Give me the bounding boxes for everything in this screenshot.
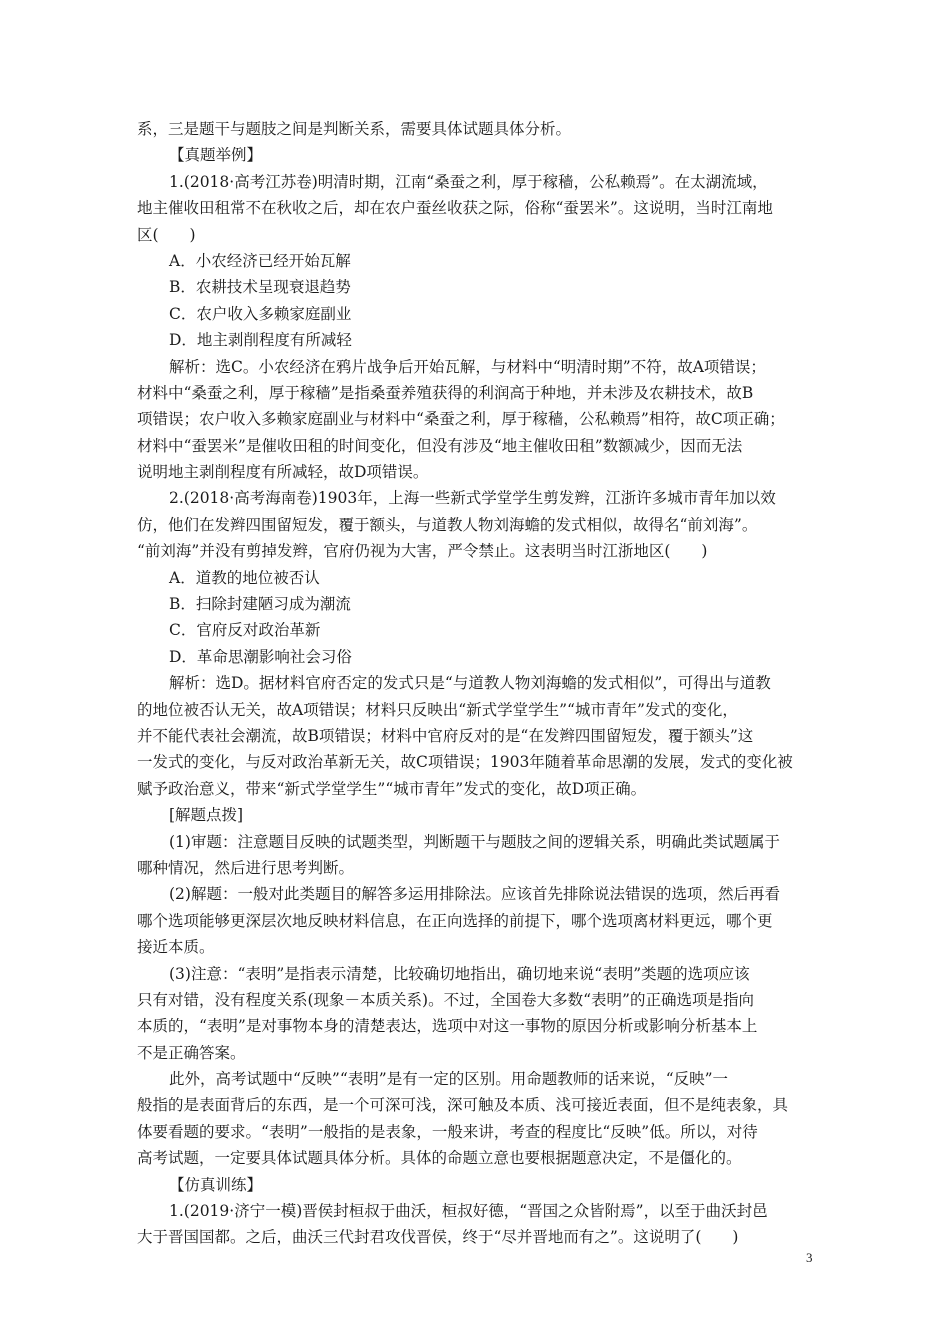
text-line: 高考试题，一定要具体试题具体分析。具体的命题立意也要根据题意决定，不是僵化的。 xyxy=(137,1149,742,1168)
text-line: 仿，他们在发辫四围留短发，覆于额头，与道教人物刘海蟾的发式相似，故得名“前刘海”。 xyxy=(137,515,758,534)
text-line: C．官府反对政治革新 xyxy=(169,621,321,640)
text-line: 2.(2018·高考海南卷)1903年，上海一些新式学堂学生剪发辫，江浙许多城市青年加以效 xyxy=(169,489,776,508)
page-body xyxy=(137,116,825,1251)
text-line: 解析：选D。据材料官府否定的发式只是“与道教人物刘海蟾的发式相似”，可得出与道教 xyxy=(169,674,771,693)
text-line: “前刘海”并没有剪掉发辫，官府仍视为大害，严令禁止。这表明当时江浙地区( ) xyxy=(137,542,708,561)
text-line: (1)审题：注意题目反映的试题类型，判断题干与题肢之间的逻辑关系，明确此类试题属于 xyxy=(169,832,780,851)
text-line: D．革命思潮影响社会习俗 xyxy=(169,647,352,666)
text-line: D．地主剥削程度有所减轻 xyxy=(169,331,352,350)
page-number: 3 xyxy=(806,1250,813,1265)
text-line: 并不能代表社会潮流，故B项错误；材料中官府反对的是“在发辫四围留短发，覆于额头”这 xyxy=(137,726,754,745)
text-line: 本质的，“表明”是对事物本身的清楚表达，选项中对这一事物的原因分析或影响分析基本上 xyxy=(137,1017,758,1036)
text-line: 一发式的变化，与反对政治革新无关，故C项错误；1903年随着革命思潮的发展，发式的变化被 xyxy=(137,753,793,772)
text-line: B．农耕技术呈现衰退趋势 xyxy=(169,278,351,297)
text-line: 的地位被否认无关，故A项错误；材料只反映出“新式学堂学生”“城市青年”发式的变化， xyxy=(137,700,738,719)
text-line: A．小农经济已经开始瓦解 xyxy=(169,251,351,270)
text-line: 只有对错，没有程度关系(现象－本质关系)。不过，全国卷大多数“表明”的正确选项是指向 xyxy=(137,990,754,1009)
text-line: 般指的是表面背后的东西，是一个可深可浅，深可触及本质、浅可接近表面，但不是纯表象，具 xyxy=(137,1096,789,1115)
text-line: 赋予政治意义，带来“新式学堂学生”“城市青年”发式的变化，故D项正确。 xyxy=(137,779,647,798)
text-line: 哪种情况，然后进行思考判断。 xyxy=(137,858,355,877)
text-line: 区( ) xyxy=(137,225,196,244)
text-line: (2)解题：一般对此类题目的解答多运用排除法。应该首先排除说法错误的选项，然后再看 xyxy=(169,885,780,904)
text-line: 地主催收田租常不在秋收之后，却在农户蚕丝收获之际，俗称“蚕罢米”。这说明，当时江南地 xyxy=(137,199,773,218)
text-line: (3)注意：“表明”是指表示清楚，比较确切地指出，确切地来说“表明”类题的选项应该 xyxy=(169,964,750,983)
text-line: 1.(2018·高考江苏卷)明清时期，江南“桑蚕之利，厚于稼穑，公私赖焉”。在太湖流域， xyxy=(169,172,768,191)
text-line: 大于晋国国都。之后，曲沃三代封君攻伐晋侯，终于“尽并晋地而有之”。这说明了( ) xyxy=(137,1228,739,1247)
text-line: A．道教的地位被否认 xyxy=(169,568,320,587)
text-line: [解题点拨] xyxy=(169,806,244,825)
text-line: 此外，高考试题中“反映”“表明”是有一定的区别。用命题教师的话来说，“反映”一 xyxy=(169,1070,729,1089)
text-line: 材料中“蚕罢米”是催收田租的时间变化，但没有涉及“地主催收田租”数额减少，因而无法 xyxy=(137,436,743,455)
text-line: 不是正确答案。 xyxy=(137,1043,246,1062)
text-line: 说明地主剥削程度有所减轻，故D项错误。 xyxy=(137,463,429,482)
text-line: 系，三是题干与题肢之间是判断关系，需要具体试题具体分析。 xyxy=(137,120,572,138)
text-line: 1.(2019·济宁一模)晋侯封桓叔于曲沃，桓叔好德，“晋国之众皆附焉”，以至于曲沃封邑 xyxy=(169,1202,768,1221)
text-line: 哪个选项能够更深层次地反映材料信息，在正向选择的前提下，哪个选项离材料更远，哪个更 xyxy=(137,911,773,930)
text-line: 【仿真训练】 xyxy=(169,1175,263,1194)
text-line: C．农户收入多赖家庭副业 xyxy=(169,304,352,323)
text-line: 项错误；农户收入多赖家庭副业与材料中“桑蚕之利，厚于稼穑，公私赖焉”相符，故C项正确； xyxy=(137,410,785,429)
text-line: 【真题举例】 xyxy=(169,146,263,165)
text-line: 接近本质。 xyxy=(137,938,215,957)
text-line: 材料中“桑蚕之利，厚于稼穑”是指桑蚕养殖获得的利润高于种地，并未涉及农耕技术，故B xyxy=(137,383,754,402)
text-line: 体要看题的要求。“表明”一般指的是表象，一般来讲，考查的程度比“反映”低。所以，对待 xyxy=(137,1122,758,1141)
text-line: 解析：选C。小农经济在鸦片战争后开始瓦解，与材料中“明清时期”不符，故A项错误； xyxy=(169,357,766,376)
text-line: B．扫除封建陋习成为潮流 xyxy=(169,595,351,614)
